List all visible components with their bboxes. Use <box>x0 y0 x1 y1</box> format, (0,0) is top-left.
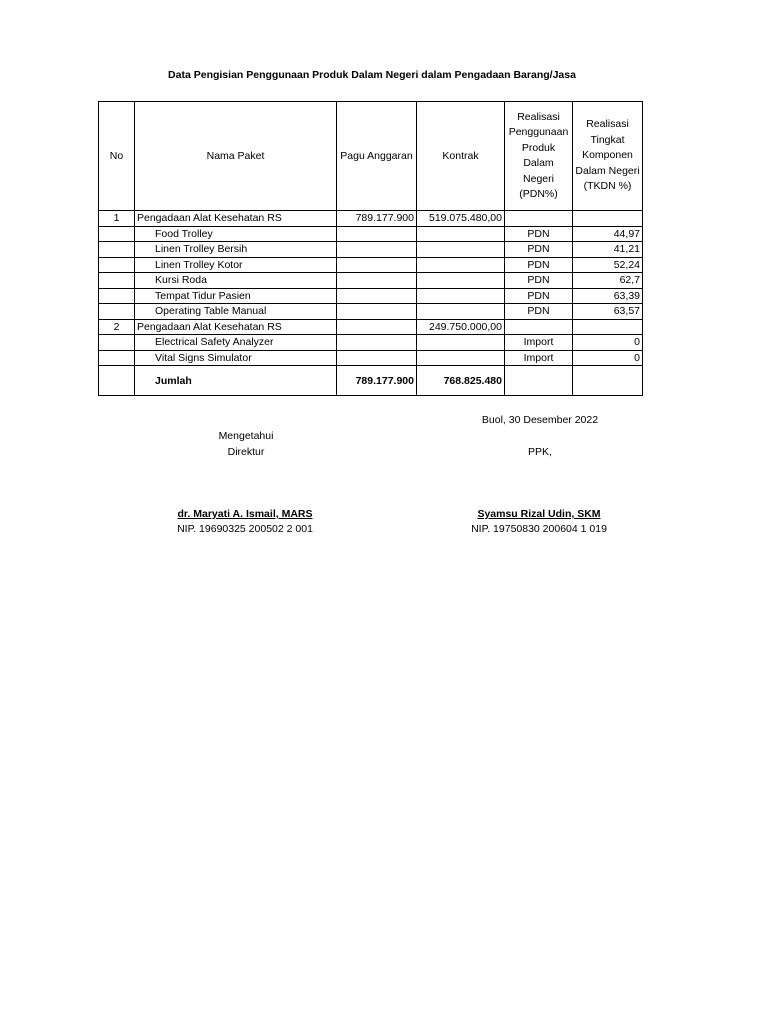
header-realisasi-pdn: Realisasi Penggunaan Produk Dalam Negeri (PDN%) <box>505 102 573 211</box>
cell-no <box>99 226 135 242</box>
cell-kontrak <box>417 304 505 320</box>
cell-kontrak <box>417 257 505 273</box>
cell-no: 2 <box>99 319 135 335</box>
cell-pagu <box>337 319 417 335</box>
cell-pdn: Import <box>505 335 573 351</box>
left-signatory-line2: Direktur <box>227 446 265 458</box>
cell-pdn: PDN <box>505 257 573 273</box>
cell-pagu <box>337 242 417 258</box>
cell-pagu <box>337 257 417 273</box>
cell-no <box>99 350 135 366</box>
cell-no <box>99 288 135 304</box>
cell-tkdn: 52,24 <box>573 257 643 273</box>
table-row <box>99 335 643 351</box>
cell-nama-paket: Kursi Roda <box>135 273 337 289</box>
cell-pdn: PDN <box>505 242 573 258</box>
cell-no <box>99 257 135 273</box>
cell-tkdn: 63,39 <box>573 288 643 304</box>
cell-pdn: Import <box>505 350 573 366</box>
cell-no: 1 <box>99 211 135 227</box>
cell-nama-paket: Food Trolley <box>135 226 337 242</box>
cell-kontrak <box>417 335 505 351</box>
cell-tkdn: 0 <box>573 335 643 351</box>
header-no: No <box>99 102 135 211</box>
total-no-cell <box>99 366 135 396</box>
left-signatory-name: dr. Maryati A. Ismail, MARS <box>177 508 313 520</box>
table-row <box>99 319 643 335</box>
document-title: Data Pengisian Penggunaan Produk Dalam Negeri dalam Pengadaan Barang/Jasa <box>168 69 576 81</box>
cell-kontrak <box>417 242 505 258</box>
cell-tkdn: 63,57 <box>573 304 643 320</box>
cell-kontrak <box>417 226 505 242</box>
header-pagu-anggaran: Pagu Anggaran <box>337 102 417 211</box>
cell-tkdn: 0 <box>573 350 643 366</box>
right-signatory-nip: NIP. 19750830 200604 1 019 <box>471 523 607 535</box>
cell-pdn: PDN <box>505 273 573 289</box>
cell-nama-paket: Linen Trolley Bersih <box>135 242 337 258</box>
header-kontrak: Kontrak <box>417 102 505 211</box>
cell-pagu <box>337 273 417 289</box>
left-signatory-name-wrap <box>130 508 360 520</box>
cell-kontrak <box>417 350 505 366</box>
right-signatory-role: PPK, <box>528 446 552 458</box>
cell-nama-paket: Tempat Tidur Pasien <box>135 288 337 304</box>
cell-nama-paket: Electrical Safety Analyzer <box>135 335 337 351</box>
left-signatory-nip: NIP. 19690325 200502 2 001 <box>177 523 313 535</box>
cell-kontrak: 519.075.480,00 <box>417 211 505 227</box>
right-signatory-name-wrap <box>424 508 654 520</box>
table-row <box>99 242 643 258</box>
cell-tkdn <box>573 211 643 227</box>
cell-pdn: PDN <box>505 288 573 304</box>
cell-pagu <box>337 350 417 366</box>
place-date: Buol, 30 Desember 2022 <box>481 414 599 426</box>
header-nama-paket: Nama Paket <box>135 102 337 211</box>
cell-kontrak: 249.750.000,00 <box>417 319 505 335</box>
total-tkdn-cell <box>573 366 643 396</box>
cell-pagu: 789.177.900 <box>337 211 417 227</box>
cell-nama-paket: Linen Trolley Kotor <box>135 257 337 273</box>
table-header-row <box>99 102 643 211</box>
header-realisasi-tkdn: Realisasi Tingkat Komponen Dalam Negeri (TKDN %) <box>573 102 643 211</box>
table-row <box>99 226 643 242</box>
cell-pdn: PDN <box>505 226 573 242</box>
cell-pdn: PDN <box>505 304 573 320</box>
table-row <box>99 211 643 227</box>
cell-no <box>99 273 135 289</box>
cell-no <box>99 304 135 320</box>
total-label: Jumlah <box>135 366 337 396</box>
total-kontrak: 768.825.480 <box>417 366 505 396</box>
left-signatory-line1: Mengetahui <box>218 430 274 442</box>
cell-no <box>99 335 135 351</box>
total-pagu: 789.177.900 <box>337 366 417 396</box>
cell-kontrak <box>417 273 505 289</box>
cell-tkdn <box>573 319 643 335</box>
cell-pdn <box>505 319 573 335</box>
table-row <box>99 350 643 366</box>
cell-nama-paket: Operating Table Manual <box>135 304 337 320</box>
cell-pdn <box>505 211 573 227</box>
cell-tkdn: 44,97 <box>573 226 643 242</box>
cell-tkdn: 62,7 <box>573 273 643 289</box>
cell-pagu <box>337 226 417 242</box>
table-row <box>99 304 643 320</box>
table-row <box>99 288 643 304</box>
cell-pagu <box>337 335 417 351</box>
cell-no <box>99 242 135 258</box>
procurement-table <box>98 101 643 396</box>
table-row <box>99 273 643 289</box>
cell-pagu <box>337 304 417 320</box>
cell-nama-paket: Pengadaan Alat Kesehatan RS <box>135 319 337 335</box>
cell-tkdn: 41,21 <box>573 242 643 258</box>
cell-nama-paket: Pengadaan Alat Kesehatan RS <box>135 211 337 227</box>
total-pdn-cell <box>505 366 573 396</box>
total-row <box>99 366 643 396</box>
cell-nama-paket: Vital Signs Simulator <box>135 350 337 366</box>
table-row <box>99 257 643 273</box>
right-signatory-name: Syamsu Rizal Udin, SKM <box>477 508 601 520</box>
cell-pagu <box>337 288 417 304</box>
cell-kontrak <box>417 288 505 304</box>
